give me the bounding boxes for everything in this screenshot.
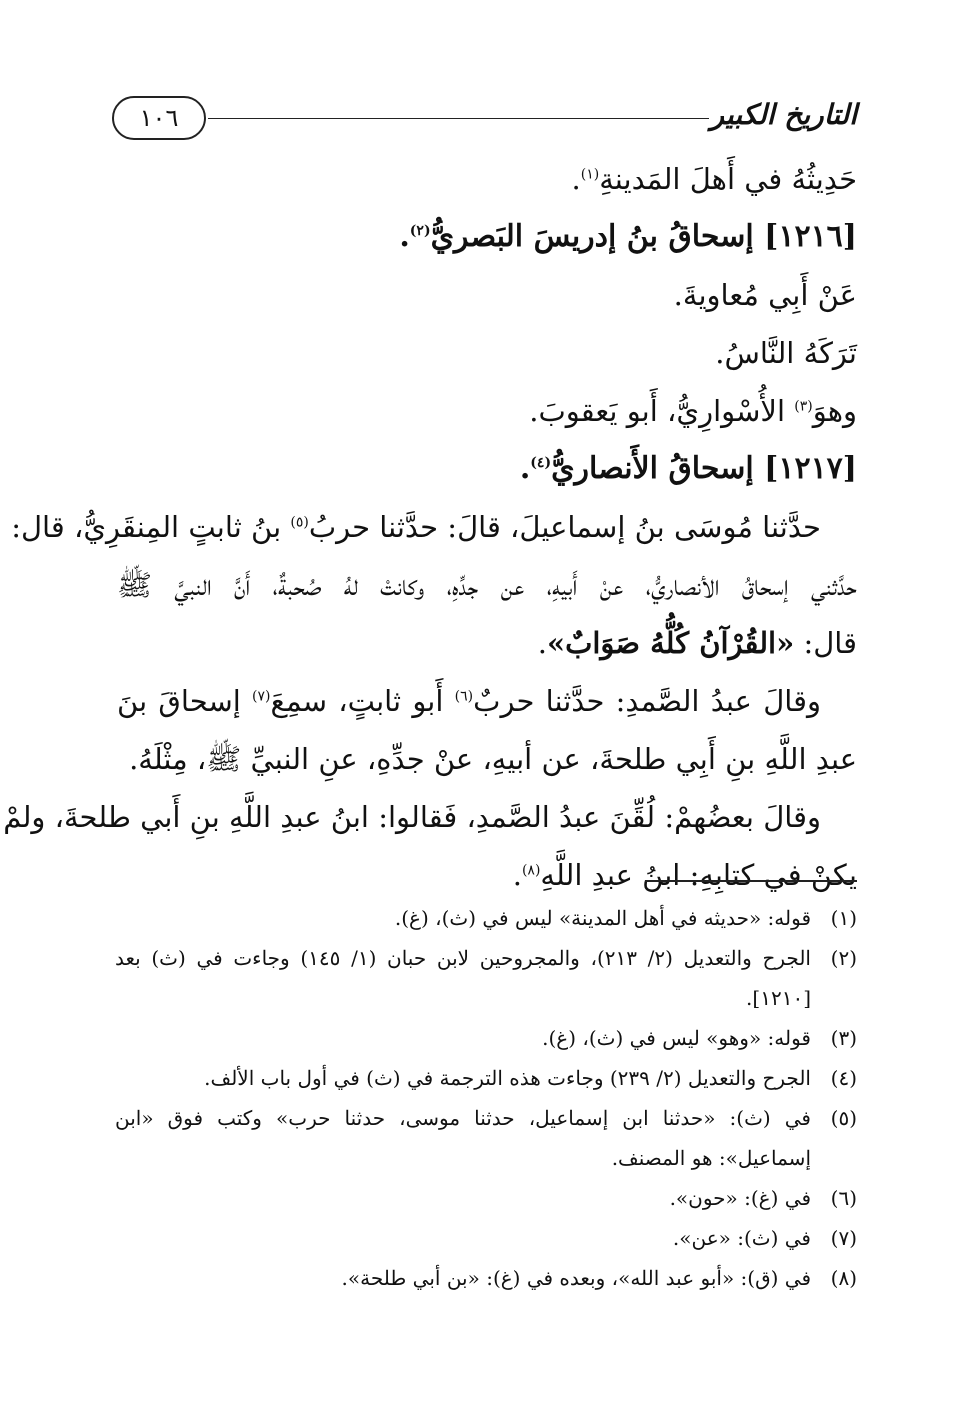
footnote-item xyxy=(115,1218,857,1258)
page-header xyxy=(112,96,857,146)
page-number: ١٠٦ xyxy=(112,96,206,140)
text-segment: أَبو ثابتٍ، سمِعَ xyxy=(270,684,455,718)
footnote-number: (١) xyxy=(830,906,857,930)
entry-title: [١٢١٦] إسحاقُ بنُ إدريسَ البَصريُّ xyxy=(430,219,857,254)
footnote-item xyxy=(115,1098,857,1178)
text-segment: عبدِ اللَّهِ بنِ أَبِي طلحةَ، عن أبيهِ، عنْ جدِّهِ، عنِ النبيِّ ﷺ، مِثْلَهُ. xyxy=(129,742,857,776)
text-segment: الأُسْوارِيُّ، أَبو يَعقوبَ. xyxy=(529,394,795,428)
footnote-text: في (ث): «حدثنا ابن إسماعيل، حدثنا موسى، حدثنا حرب» وكتب فوق «ابن إسماعيل»: هو المصنف. xyxy=(115,1106,811,1170)
paragraph-line xyxy=(117,556,857,614)
footnote-number: (٤) xyxy=(830,1066,857,1090)
footnote-item xyxy=(115,1258,857,1298)
header-rule xyxy=(208,118,709,119)
text-segment: عَنْ أَبِي مُعاويةَ. xyxy=(673,278,857,312)
text-segment: حدَّثنا مُوسَى بنُ إسماعيلَ، قالَ: حدَّثنا حربُ xyxy=(308,510,821,544)
text-segment: وقالَ عبدُ الصَّمدِ: حدَّثنا حربٌ xyxy=(473,684,821,718)
footnote-item xyxy=(115,1178,857,1218)
footnote-ref: (٣) xyxy=(794,398,813,415)
footnote-ref: (٥) xyxy=(290,514,309,531)
footnote-number: (٨) xyxy=(830,1266,857,1290)
footnote-text: قوله: «حديثه في أهل المدينة» ليس في (ث)، (غ). xyxy=(394,906,811,930)
text-line xyxy=(117,266,857,324)
main-text xyxy=(3,150,857,904)
paragraph-line xyxy=(3,788,857,846)
paragraph-line xyxy=(117,672,857,730)
text-segment: حَدِيثُهُ في أَهلَ المَدينةِ xyxy=(599,162,857,196)
footnote-ref: (٢) xyxy=(409,223,431,239)
text-line xyxy=(117,324,857,382)
text-segment: حدَّثني إسحاقُ الأنصاريُّ، عنْ أَبيهِ، عن جدِّهِ، وكانتْ لهُ صُحبةٌ، أَنَّ النبيَّ ﷺ xyxy=(117,568,857,602)
text-segment: بنُ ثابتٍ المِنقَرِيُّ، قال: xyxy=(11,510,291,544)
period: . xyxy=(519,451,531,486)
text-segment: قال: xyxy=(794,626,857,660)
text-segment: إسحاقَ بنَ xyxy=(117,684,253,718)
footnote-number: (٢) xyxy=(830,946,857,970)
text-segment: وقالَ بعضُهمْ: لُقِّنَ عبدُ الصَّمدِ، فَقالوا: ابنُ عبدِ اللَّهِ بنِ أَبي طلحةَ، ولمْ xyxy=(3,800,821,834)
book-title: التاريخ الكبير xyxy=(710,98,857,131)
footnote-item xyxy=(115,898,857,938)
footnote-item xyxy=(115,938,857,1018)
footnote-text: قوله: «وهو» ليس في (ث)، (غ). xyxy=(542,1026,811,1050)
footnotes xyxy=(115,898,857,1298)
footnote-text: في (ق): «أبو عبد الله»، وبعده في (غ): «بن أبي طلحة». xyxy=(341,1266,811,1290)
paragraph-line xyxy=(117,730,857,788)
hadith-quote: «القُرْآنُ كُلُّهُ صَوَابٌ» xyxy=(546,626,795,660)
footnote-separator xyxy=(645,880,857,882)
paragraph-line xyxy=(117,614,857,672)
footnote-number: (٧) xyxy=(830,1226,857,1250)
footnote-number: (٣) xyxy=(830,1026,857,1050)
footnote-text: في (ث): «عن». xyxy=(672,1226,811,1250)
footnote-text: الجرح والتعديل (٢/ ٢٣٩) وجاءت هذه الترجمة في (ث) في أول باب الألف. xyxy=(204,1066,811,1090)
footnote-ref: (٨) xyxy=(521,862,541,879)
text-line xyxy=(117,382,857,440)
footnote-ref: (٧) xyxy=(252,688,271,705)
period: . xyxy=(571,162,581,196)
footnote-ref: (٦) xyxy=(454,688,474,705)
text-segment: يكنْ في كتابِهِ: ابنُ عبدِ اللَّهِ xyxy=(540,858,857,892)
footnote-item xyxy=(115,1058,857,1098)
period: . xyxy=(537,626,547,660)
entry-heading-1217 xyxy=(117,440,857,498)
footnote-text: في (غ): «حون». xyxy=(669,1186,811,1210)
period: . xyxy=(512,858,522,892)
footnote-ref: (٤) xyxy=(530,455,552,471)
footnote-number: (٦) xyxy=(830,1186,857,1210)
period: . xyxy=(399,219,410,254)
footnote-item xyxy=(115,1018,857,1058)
text-line xyxy=(117,150,857,208)
footnote-text: الجرح والتعديل (٢/ ٢١٣)، والمجروحين لابن حبان (١/ ١٤٥) وجاءت في (ث) بعد [١٢١٠]. xyxy=(115,946,811,1010)
footnote-number: (٥) xyxy=(830,1106,857,1130)
text-segment: تَرَكَهُ النَّاسُ. xyxy=(715,336,857,370)
footnote-ref: (١) xyxy=(580,166,600,183)
paragraph-line xyxy=(11,498,857,556)
text-segment: وهوَ xyxy=(812,394,857,428)
entry-title: [١٢١٧] إسحاقُ الأَنصاريُّ xyxy=(551,451,857,486)
entry-heading-1216 xyxy=(117,208,857,266)
paragraph-line xyxy=(117,846,857,904)
